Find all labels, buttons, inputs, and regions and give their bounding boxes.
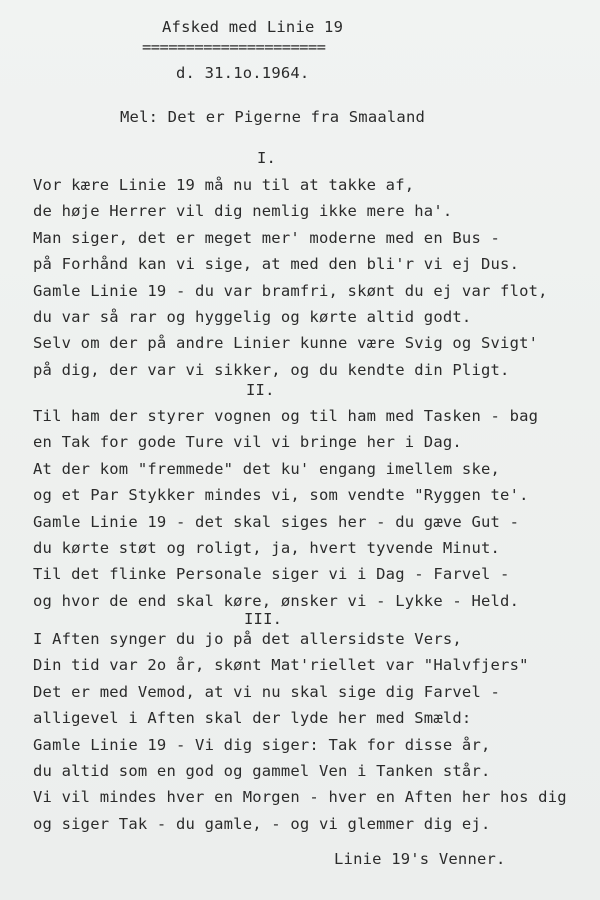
verse-line: Vi vil mindes hver en Morgen - hver en Aften her hos dig <box>33 788 567 807</box>
verse-line: Gamle Linie 19 - det skal siges her - du gæve Gut - <box>33 512 520 531</box>
verse-line: du altid som en god og gammel Ven i Tanken står. <box>33 761 491 780</box>
melody-line: Mel: Det er Pigerne fra Smaaland <box>120 108 426 126</box>
verse-line: Gamle Linie 19 - Vi dig siger: Tak for disse år, <box>33 735 491 754</box>
verse-line: Man siger, det er meget mer' moderne med en Bus - <box>33 228 501 247</box>
verse-line: I Aften synger du jo på det allersidste Vers, <box>33 630 462 648</box>
date-line: d. 31.1o.1964. <box>176 64 310 82</box>
verse-line: på Forhånd kan vi sige, at med den bli'r vi ej Dus. <box>33 255 520 274</box>
verse-line: og hvor de end skal køre, ønsker vi - Lykke - Held. <box>33 591 520 610</box>
verse-line: Gamle Linie 19 - du var bramfri, skønt du ej var flot, <box>33 281 548 300</box>
song-title: Afsked med Linie 19 <box>162 18 344 36</box>
verse-3 <box>33 626 567 837</box>
verse-number-3: III. <box>244 610 283 628</box>
verse-line: en Tak for gode Ture vil vi bringe her i Dag. <box>33 433 462 452</box>
title-underline: ===================== <box>142 38 326 56</box>
verse-line: Til ham der styrer vognen og til ham med Tasken - bag <box>33 407 539 425</box>
verse-line: og siger Tak - du gamle, - og vi glemmer dig ej. <box>33 814 491 833</box>
verse-line: på dig, der var vi sikker, og du kendte din Pligt. <box>33 360 510 379</box>
verse-line: de høje Herrer vil dig nemlig ikke mere ha'. <box>33 202 453 221</box>
verse-2 <box>33 403 538 614</box>
verse-line: Selv om der på andre Linier kunne være Svig og Svigt' <box>33 334 539 353</box>
verse-line: alligevel i Aften skal der lyde her med Smæld: <box>33 709 472 728</box>
verse-number-2: II. <box>246 381 275 399</box>
verse-line: du kørte støt og roligt, ja, hvert tyvende Minut. <box>33 538 501 557</box>
signature: Linie 19's Venner. <box>334 850 506 868</box>
verse-line: du var så rar og hyggelig og kørte altid godt. <box>33 307 472 326</box>
verse-number-1: I. <box>257 149 277 167</box>
verse-line: Til det flinke Personale siger vi i Dag - Farvel - <box>33 565 510 584</box>
verse-line: At der kom "fremmede" det ku' engang imellem ske, <box>33 459 501 478</box>
verse-line: Din tid var 2o år, skønt Mat'riellet var "Halvfjers" <box>33 656 529 675</box>
verse-line: og et Par Stykker mindes vi, som vendte "Ryggen te'. <box>33 486 529 505</box>
verse-1 <box>33 172 548 383</box>
verse-line: Vor kære Linie 19 må nu til at takke af, <box>33 176 415 194</box>
verse-line: Det er med Vemod, at vi nu skal sige dig Farvel - <box>33 682 501 701</box>
